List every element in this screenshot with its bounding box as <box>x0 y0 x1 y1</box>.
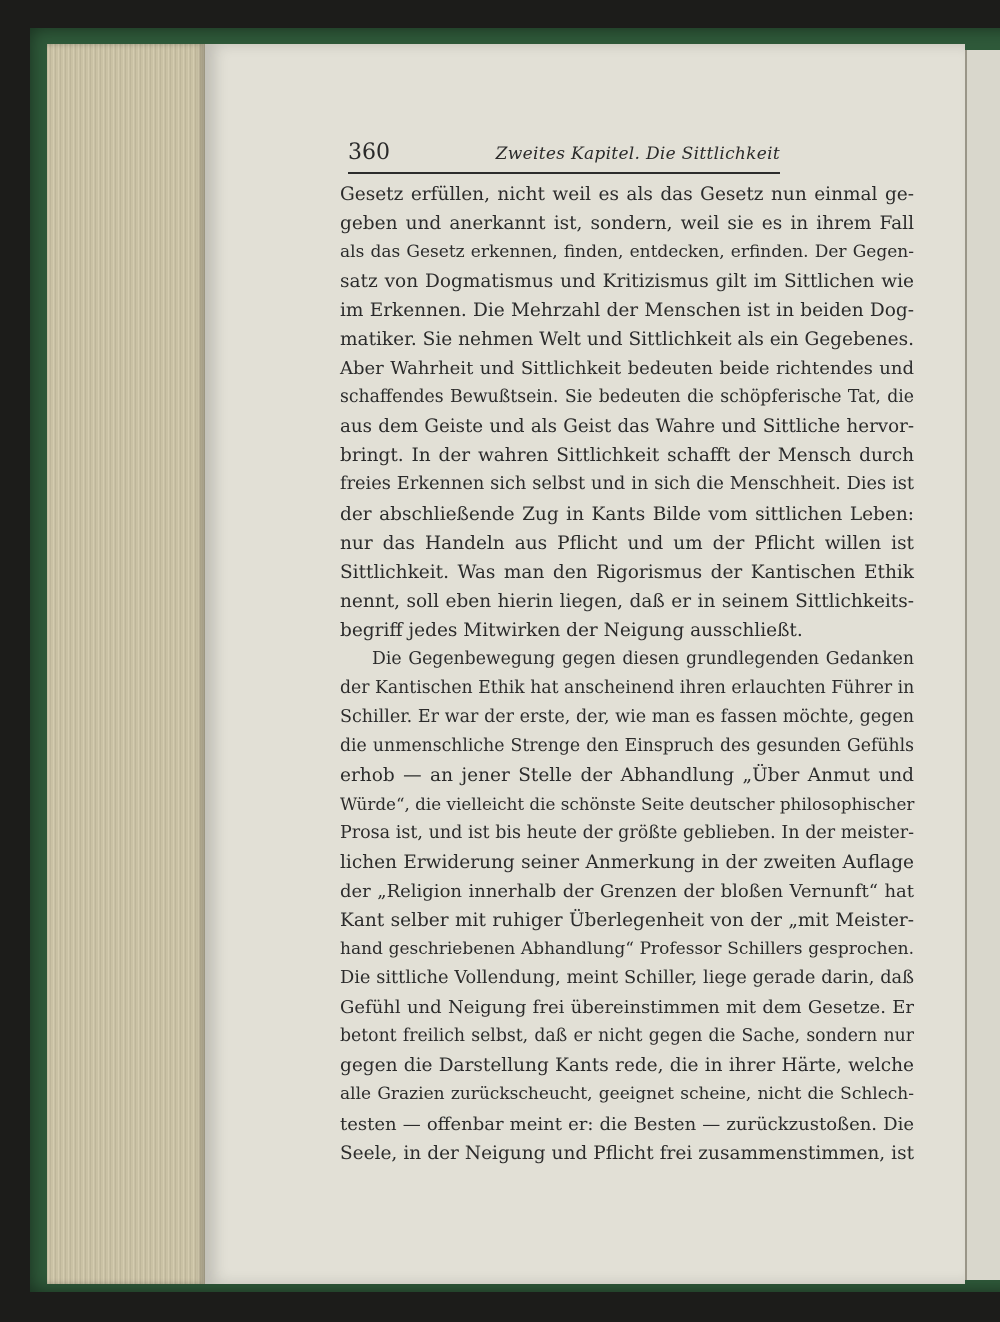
text-line: Die sittliche Vollendung, meint Schiller, liege gerade darin, daß <box>340 968 914 989</box>
text-line: Sittlichkeit. Was man den Rigorismus der Kantischen Ethik <box>340 561 914 583</box>
text-line: satz von Dogmatismus und Kritizismus gilt im Sittlichen wie <box>340 271 914 293</box>
text-line: nur das Handeln aus Pflicht und um der Pflicht willen ist <box>340 532 914 554</box>
body-text <box>340 180 914 1168</box>
text-line: erhob — an jener Stelle der Abhandlung „Über Anmut und <box>340 764 914 786</box>
text-line: geben und anerkannt ist, sondern, weil sie es in ihrem Fall <box>340 213 914 235</box>
text-line: Kant selber mit ruhiger Überlegenheit von der „mit Meister- <box>340 910 914 932</box>
text-line: matiker. Sie nehmen Welt und Sittlichkeit als ein Gegebenes. <box>340 329 914 351</box>
text-line: Aber Wahrheit und Sittlichkeit bedeuten beide richtendes und <box>340 358 914 380</box>
facing-page-edge <box>965 50 1000 1280</box>
text-line: Gesetz erfüllen, nicht weil es als das Gesetz nun einmal ge- <box>340 184 914 205</box>
text-line: bringt. In der wahren Sittlichkeit schafft der Mensch durch <box>340 445 914 467</box>
text-line: nennt, soll eben hierin liegen, daß er in seinem Sittlichkeits- <box>340 590 914 612</box>
text-line: Gefühl und Neigung frei übereinstimmen mit dem Gesetze. Er <box>340 997 914 1019</box>
text-line: als das Gesetz erkennen, finden, entdecken, erfinden. Der Gegen- <box>340 242 914 263</box>
text-line: aus dem Geiste und als Geist das Wahre und Sittliche hervor- <box>340 416 914 438</box>
text-line: Die Gegenbewegung gegen diesen grundlegenden Gedanken <box>372 648 914 669</box>
text-line: Würde“, die vielleicht die schönste Seite deutscher philosophischer <box>340 793 915 814</box>
text-line: alle Grazien zurückscheucht, geeignet scheine, nicht die Schlech- <box>340 1084 914 1105</box>
text-line: betont freilich selbst, daß er nicht gegen die Sache, sondern nur <box>340 1026 914 1047</box>
text-line: der Kantischen Ethik hat anscheinend ihren erlauchten Führer in <box>340 677 915 698</box>
text-line: gegen die Darstellung Kants rede, die in ihrer Härte, welche <box>340 1055 914 1077</box>
page-number: 360 <box>348 140 390 165</box>
text-line: der „Religion innerhalb der Grenzen der bloßen Vernunft“ hat <box>340 881 914 903</box>
text-line: Seele, in der Neigung und Pflicht frei zusammenstimmen, ist <box>340 1142 914 1164</box>
page-edges <box>47 44 205 1284</box>
page-header <box>348 138 780 174</box>
text-line: die unmenschliche Strenge den Einspruch des gesunden Gefühls <box>340 735 914 756</box>
text-line: im Erkennen. Die Mehrzahl der Menschen ist in beiden Dog- <box>340 300 914 322</box>
running-head: Zweites Kapitel. Die Sittlichkeit <box>495 144 780 164</box>
text-line: lichen Erwiderung seiner Anmerkung in der zweiten Auflage <box>340 852 914 874</box>
text-line: schaffendes Bewußtsein. Sie bedeuten die schöpferische Tat, die <box>340 387 914 408</box>
text-line: hand geschriebenen Abhandlung“ Professor Schillers gesprochen. <box>340 939 914 960</box>
text-line: der abschließende Zug in Kants Bilde vom sittlichen Leben: <box>340 503 914 525</box>
text-line: Schiller. Er war der erste, der, wie man es fassen möchte, gegen <box>340 706 914 727</box>
text-line: Prosa ist, und ist bis heute der größte geblieben. In der meister- <box>340 823 914 844</box>
text-line: freies Erkennen sich selbst und in sich die Menschheit. Dies ist <box>340 474 914 495</box>
text-line: begriff jedes Mitwirken der Neigung ausschließt. <box>340 619 803 641</box>
text-line: testen — offenbar meint er: die Besten — zurückzustoßen. Die <box>340 1113 914 1135</box>
